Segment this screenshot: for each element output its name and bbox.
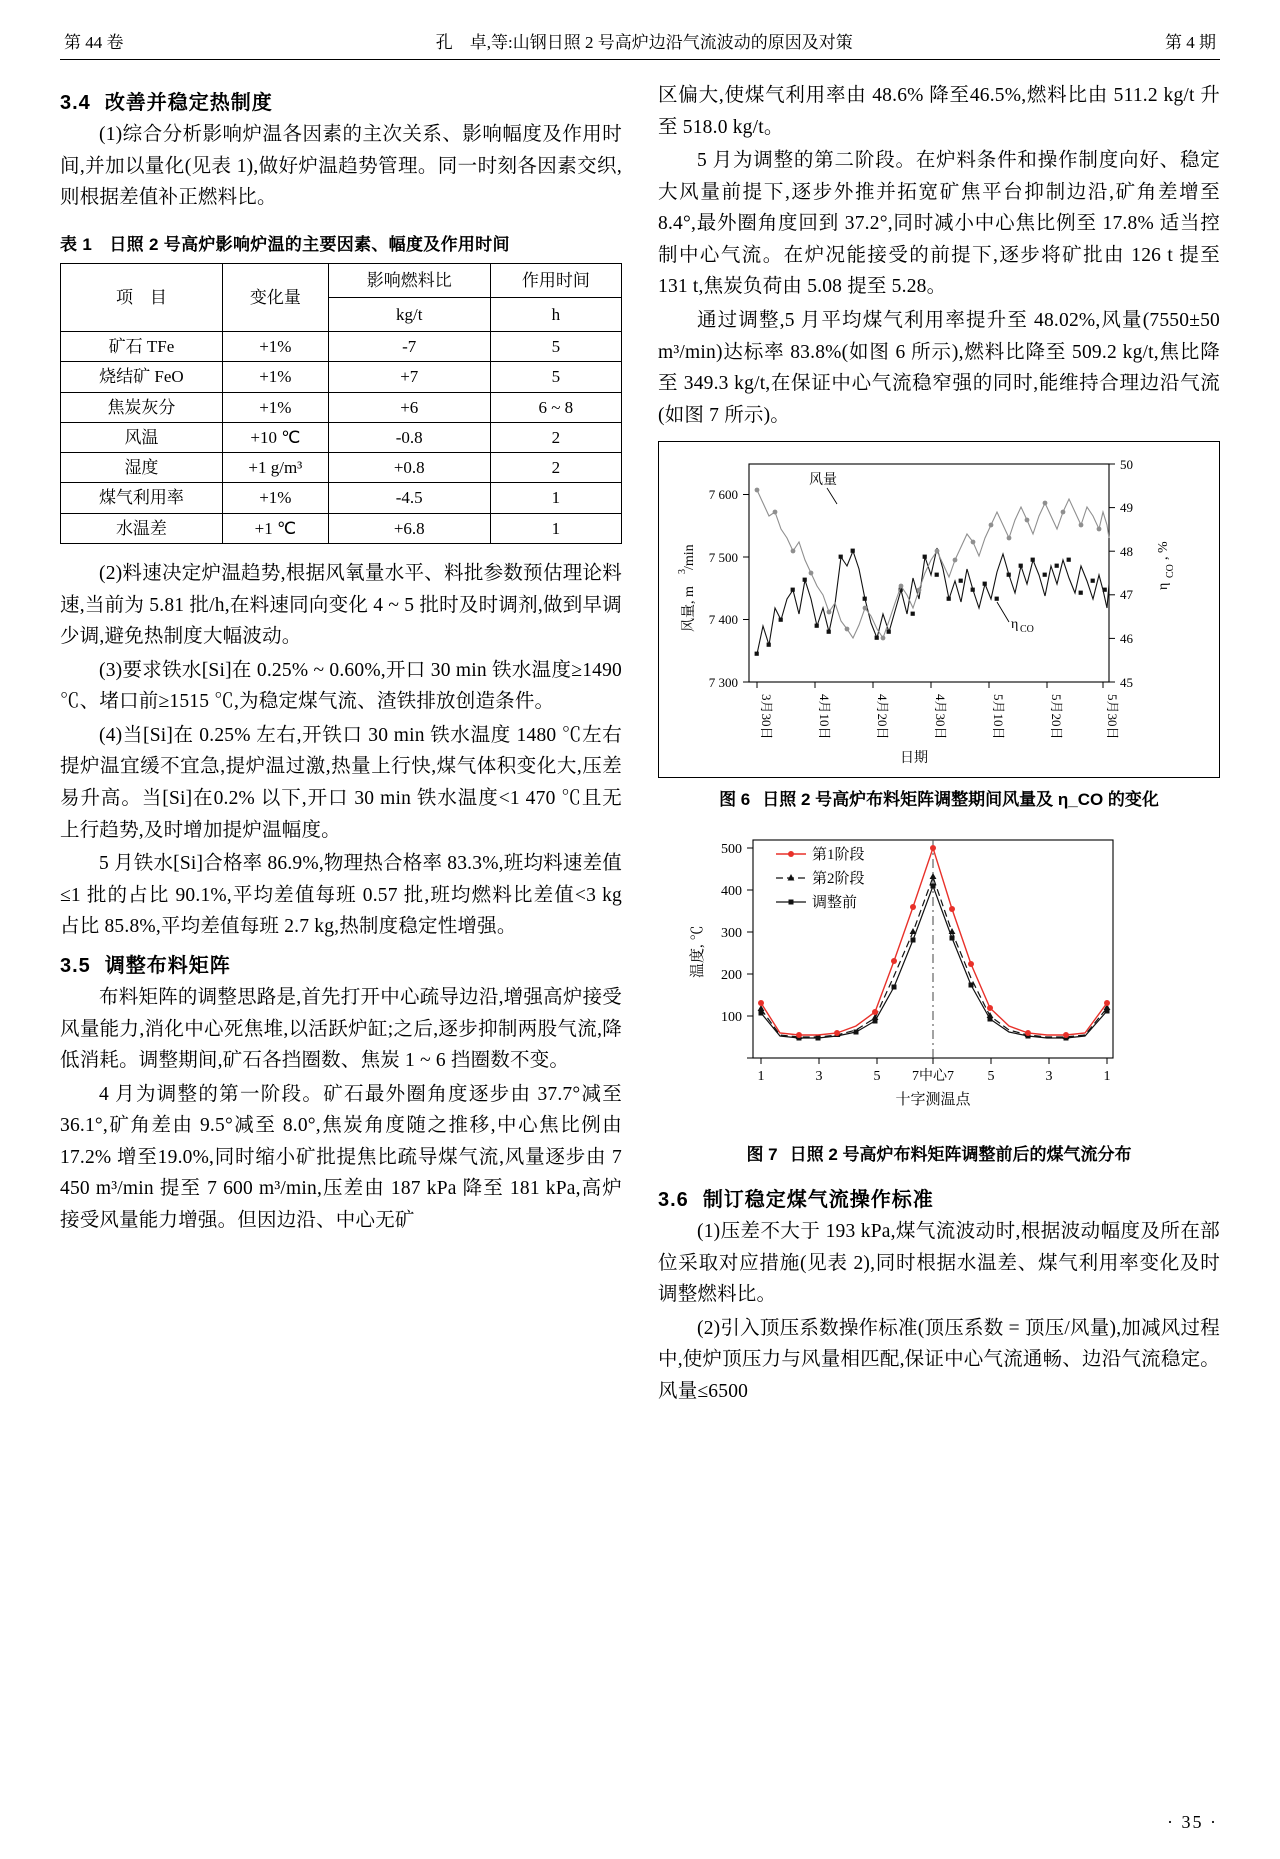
figure-6-chart — [659, 442, 1199, 772]
svg-text:7 400: 7 400 — [708, 612, 738, 628]
table-header-unit-time: h — [490, 297, 621, 331]
svg-text:50: 50 — [1120, 457, 1133, 473]
svg-text:500: 500 — [721, 842, 742, 858]
svg-text:49: 49 — [1120, 500, 1133, 516]
cell-time: 2 — [490, 453, 621, 483]
svg-text:4月10日: 4月10日 — [817, 694, 832, 740]
cell-change: +1 ℃ — [222, 513, 328, 543]
section-title: 调整布料矩阵 — [104, 954, 231, 977]
cell-item: 风温 — [61, 422, 223, 452]
cell-fuelratio: -4.5 — [328, 483, 490, 513]
cell-time: 1 — [490, 483, 621, 513]
svg-text:CO: CO — [1020, 624, 1034, 636]
table-row — [61, 483, 622, 513]
svg-text:CO: CO — [1165, 564, 1176, 579]
paragraph-r-1: 区偏大,使煤气利用率由 48.6% 降至46.5%,燃料比由 511.2 kg/t 升至 518.0 kg/t。 — [658, 85, 1220, 138]
svg-text:日期: 日期 — [900, 751, 928, 767]
cell-change: +1% — [222, 392, 328, 422]
cell-time: 5 — [490, 362, 621, 392]
figure-6-caption — [658, 788, 1220, 812]
figure-7-label: 图 7 — [746, 1145, 778, 1165]
cell-time: 6 ~ 8 — [490, 392, 621, 422]
table-row — [61, 453, 622, 483]
cell-fuelratio: -0.8 — [328, 422, 490, 452]
cell-time: 1 — [490, 513, 621, 543]
svg-text:5: 5 — [987, 1069, 995, 1085]
volume-label: 第 44 卷 — [64, 33, 124, 52]
section-heading-3-4 — [60, 86, 622, 115]
svg-text:/min: /min — [682, 544, 697, 571]
cell-change: +1% — [222, 483, 328, 513]
paragraph-34-2: (2)料速决定炉温趋势,根据风氧量水平、料批参数预估理论料速,当前为 5.81 批/h,在料速同向变化 4 ~ 5 批时及时调剂,做到早调少调,避免热制度大幅波动。 — [60, 562, 622, 648]
cell-time: 5 — [490, 332, 621, 362]
legend-stage-2: 第2阶段 — [812, 871, 865, 888]
table-header-unit-fuelratio: kg/t — [328, 297, 490, 331]
paragraph-34-5: 5 月铁水[Si]合格率 86.9%,物理热合格率 83.3%,班均料速差值≤1 批的占比 90.1%,平均差值每班 0.57 批,班均燃料比差值<3 kg 占比 85.8%,平均差值每班 2.7 kg,热制度稳定性增强。 — [60, 853, 622, 938]
cell-time: 2 — [490, 422, 621, 452]
running-head — [60, 28, 1220, 59]
svg-text:300: 300 — [721, 926, 742, 942]
svg-text:200: 200 — [721, 968, 742, 984]
paragraph-34-3: (3)要求铁水[Si]在 0.25% ~ 0.60%,开口 30 min 铁水温度≥1490 ℃、堵口前≥1515 ℃,为稳定煤气流、渣铁排放创造条件。 — [60, 659, 622, 713]
svg-text:3: 3 — [1045, 1069, 1053, 1085]
figure-7-chart — [658, 828, 1198, 1128]
paragraph-34-1: (1)综合分析影响炉温各因素的主次关系、影响幅度及作用时间,并加以量化(见表 1),做好炉温趋势管理。同一时刻各因素交织,则根据差值补正燃料比。 — [60, 124, 622, 209]
cell-change: +1 g/m³ — [222, 453, 328, 483]
svg-text:45: 45 — [1120, 675, 1133, 691]
paragraph-34-4: (4)当[Si]在 0.25% 左右,开铁口 30 min 铁水温度 1480 ℃左右提炉温宜缓不宜急,提炉温过激,热量上行快,煤气体积变化大,压差易升高。当[Si]在0.2% 以下,开口 30 min 铁水温度<1 470 ℃且无上行趋势,及时增加提炉温幅度。 — [60, 724, 622, 841]
svg-text:3: 3 — [677, 569, 688, 575]
figure-7 — [658, 828, 1220, 1133]
cell-item: 焦炭灰分 — [61, 392, 223, 422]
table-row — [61, 362, 622, 392]
svg-text:5月20日: 5月20日 — [1049, 694, 1064, 740]
svg-text:, %: , % — [1156, 541, 1171, 561]
svg-text:400: 400 — [721, 884, 742, 900]
series-label-airflow: 风量 — [809, 473, 837, 489]
cell-item: 煤气利用率 — [61, 483, 223, 513]
figure-6-caption-text: 日照 2 号高炉布料矩阵调整期间风量及 η_CO 的变化 — [762, 790, 1159, 810]
cell-change: +1% — [222, 362, 328, 392]
legend-stage-1: 第1阶段 — [812, 847, 865, 864]
table-row — [61, 332, 622, 362]
paragraph-35-2: 4 月为调整的第一阶段。矿石最外圈角度逐步由 37.7°减至 36.1°,矿角差由 9.5°减至 8.0°,焦炭角度随之推移,中心焦比例由 17.2% 增至19.0%,同时缩小矿批提焦比疏导煤气流,风量逐步由 7 450 m³/min 提至 7 600 m³/min,压差由 187 kPa 降至 181 kPa,高炉接受风量能力增强。但因边沿、中心无矿 — [60, 1083, 622, 1231]
svg-text:7 500: 7 500 — [708, 550, 738, 566]
svg-text:7中心7: 7中心7 — [912, 1069, 954, 1085]
svg-text:3: 3 — [815, 1069, 823, 1085]
section-number: 3.4 — [60, 92, 91, 114]
issue-label: 第 4 期 — [1164, 33, 1216, 52]
two-column-body — [60, 80, 1220, 1409]
table-row — [61, 422, 622, 452]
cell-fuelratio: -7 — [328, 332, 490, 362]
svg-text:5月10日: 5月10日 — [991, 694, 1006, 740]
svg-text:η: η — [1156, 583, 1171, 591]
cell-item: 湿度 — [61, 453, 223, 483]
section-heading-3-5 — [60, 949, 622, 978]
svg-text:47: 47 — [1120, 587, 1133, 603]
figure-6-label: 图 6 — [719, 790, 751, 810]
paragraph-35-1: 布料矩阵的调整思路是,首先打开中心疏导边沿,增强高炉接受风量能力,消化中心死焦堆,以活跃炉缸;之后,逐步抑制两股气流,降低消耗。调整期间,矿石各挡圈数、焦炭 1 ~ 6 挡圈数不变。 — [60, 986, 622, 1072]
paragraph-36-1: (1)压差不大于 193 kPa,煤气流波动时,根据波动幅度及所在部位采取对应措施(见表 2),同时根据水温差、煤气利用率变化及时调整燃料比。 — [658, 1220, 1220, 1306]
cell-fuelratio: +0.8 — [328, 453, 490, 483]
paragraph-36-2: (2)引入顶压系数操作标准(顶压系数 = 顶压/风量),加减风过程中,使炉顶压力与风量相匹配,保证中心气流通畅、边沿气流稳定。风量≤6500 — [658, 1317, 1220, 1402]
paragraph-r-3: 通过调整,5 月平均煤气利用率提升至 48.02%,风量(7550±50 m³/min)达标率 83.8%(如图 6 所示),燃料比降至 509.2 kg/t,焦比降至 349.3 kg/t,在保证中心气流稳窄强的同时,能维持合理边沿气流(如图 7 所示)。 — [658, 310, 1220, 426]
section-heading-3-6 — [658, 1183, 1220, 1212]
svg-text:1: 1 — [1103, 1069, 1111, 1085]
cell-fuelratio: +6.8 — [328, 513, 490, 543]
cell-item: 水温差 — [61, 513, 223, 543]
table-row — [61, 392, 622, 422]
svg-text:3月30日: 3月30日 — [759, 694, 774, 740]
page-number: · 35 · — [1167, 1812, 1218, 1832]
left-column — [60, 80, 622, 1239]
header-rule — [60, 59, 1220, 60]
cell-fuelratio: +6 — [328, 392, 490, 422]
section-title: 制订稳定煤气流操作标准 — [702, 1188, 934, 1211]
svg-text:5月30日: 5月30日 — [1105, 694, 1120, 740]
section-title: 改善并稳定热制度 — [104, 92, 273, 114]
svg-text:十字测温点: 十字测温点 — [895, 1092, 971, 1109]
figure-7-caption-text: 日照 2 号高炉布料矩阵调整前后的煤气流分布 — [789, 1145, 1132, 1165]
svg-text:温度, ℃: 温度, ℃ — [690, 925, 706, 979]
svg-text:7 300: 7 300 — [708, 675, 738, 691]
figure-7-caption — [658, 1143, 1220, 1167]
section-number: 3.6 — [658, 1188, 689, 1211]
table-1 — [60, 263, 622, 544]
table-header-row — [61, 263, 622, 297]
paragraph-r-2: 5 月为调整的第二阶段。在炉料条件和操作制度向好、稳定大风量前提下,逐步外推并拓宽矿焦平台抑制边沿,矿角差增至 8.4°,最外圈角度回到 37.2°,同时减小中心焦比例至 17.8% 适当控制中心气流。在炉况能接受的前提下,逐步将矿批由 126 t 提至 131 t,焦炭负荷由 5.08 提至 5.28。 — [658, 150, 1220, 298]
table-header-cell-fuelratio: 影响燃料比 — [328, 263, 490, 297]
legend-before: 调整前 — [812, 895, 858, 912]
cell-fuelratio: +7 — [328, 362, 490, 392]
table-row — [61, 513, 622, 543]
svg-text:4月20日: 4月20日 — [875, 694, 890, 740]
svg-text:46: 46 — [1120, 631, 1133, 647]
table-header-cell-time: 作用时间 — [490, 263, 621, 297]
figure-6 — [658, 441, 1220, 778]
table-header-cell-change: 变化量 — [222, 263, 328, 332]
table-header-cell-item: 项 目 — [61, 263, 223, 332]
svg-text:100: 100 — [721, 1010, 742, 1026]
svg-text:4月30日: 4月30日 — [933, 694, 948, 740]
svg-text:η: η — [1011, 617, 1019, 633]
svg-text:48: 48 — [1120, 544, 1133, 560]
svg-text:5: 5 — [873, 1069, 881, 1085]
cell-item: 矿石 TFe — [61, 332, 223, 362]
table-1-caption: 表 1 日照 2 号高炉影响炉温的主要因素、幅度及作用时间 — [60, 234, 510, 254]
cell-change: +1% — [222, 332, 328, 362]
svg-text:7 600: 7 600 — [708, 487, 738, 503]
svg-text:1: 1 — [757, 1069, 765, 1085]
article-title: 孔 卓,等:山钢日照 2 号高炉边沿气流波动的原因及对策 — [435, 33, 853, 52]
cell-item: 烧结矿 FeO — [61, 362, 223, 392]
svg-text:风量, m: 风量, m — [682, 586, 697, 633]
section-number: 3.5 — [60, 954, 91, 977]
cell-change: +10 ℃ — [222, 422, 328, 452]
right-column — [658, 80, 1220, 1409]
